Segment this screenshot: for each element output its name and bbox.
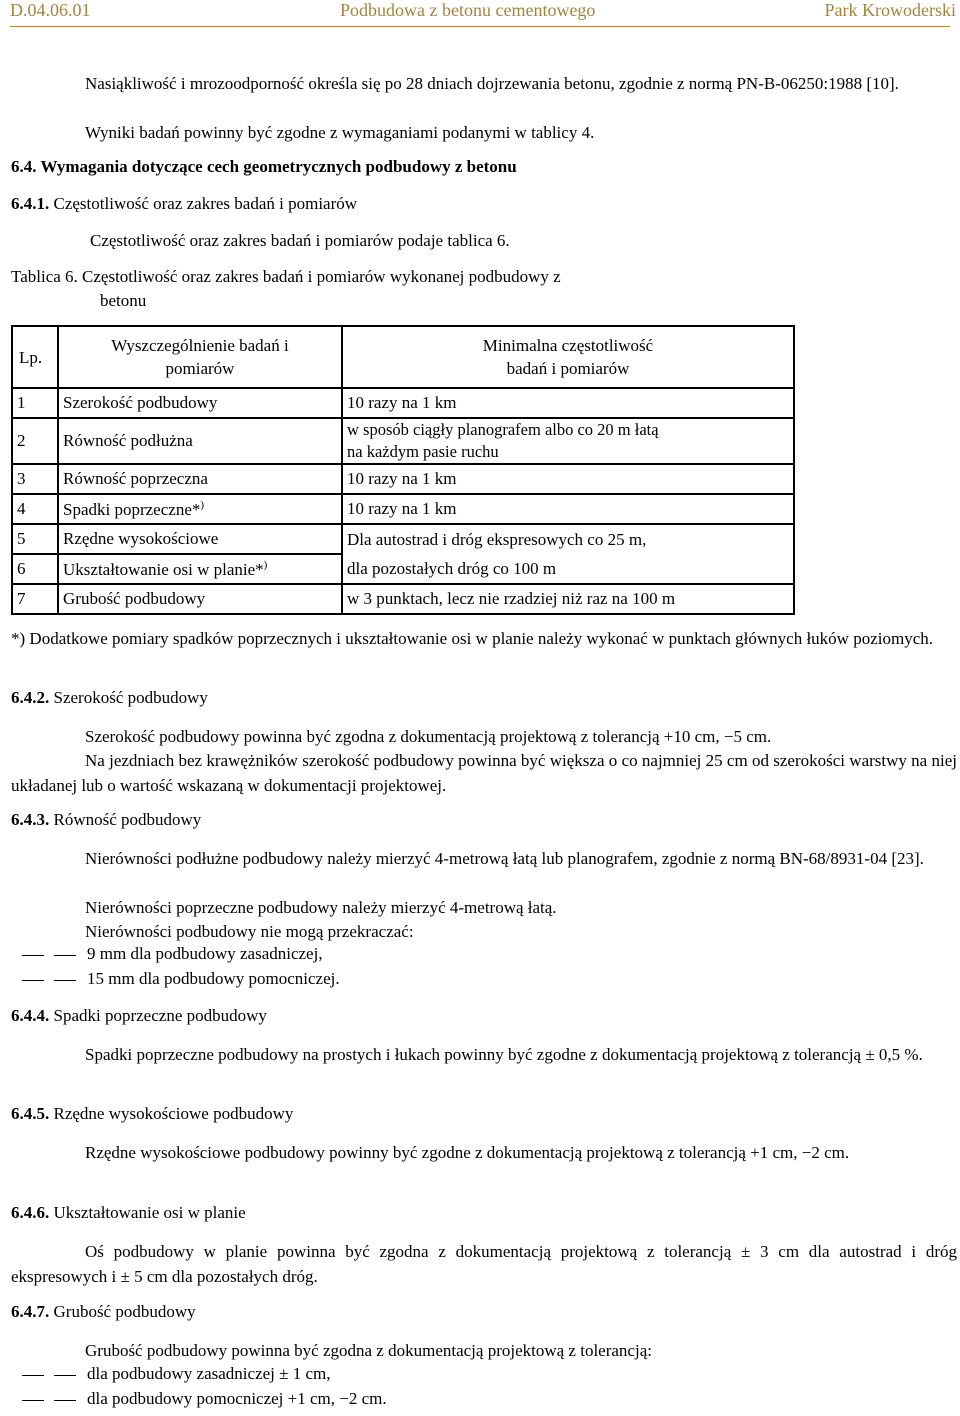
section-title: Ukształtowanie osi w planie	[53, 1203, 246, 1222]
section-number: 6.4.1.	[11, 194, 50, 213]
dash-marker	[22, 980, 44, 981]
section-6-4-6-p1: Oś podbudowy w planie powinna być zgodna z dokumentacją projektową z tolerancją ± 3 cm dla autostrad i dróg ekspresowych i ± 5 cm dla pozostałych dróg.	[11, 1242, 957, 1286]
row-lp: 5	[12, 524, 58, 554]
section-6-4-4-p1: Spadki poprzeczne podbudowy na prostych i łukach powinny być zgodne z dokumentacją projektową z tolerancją ± 0,5 %.	[85, 1045, 923, 1064]
section-6-4-7-heading	[11, 1302, 196, 1322]
table-caption-line2: betonu	[100, 291, 147, 310]
header-rule	[10, 26, 950, 27]
table-row	[12, 524, 794, 554]
header-lp: Lp.	[12, 326, 58, 388]
row-frequency: w sposób ciągły planografem albo co 20 m łatą na każdym pasie ruchu	[342, 418, 794, 464]
row-lp: 2	[12, 418, 58, 464]
row-item: Rzędne wysokościowe	[58, 524, 342, 554]
intro-paragraph-1	[11, 72, 957, 97]
row-lp: 4	[12, 494, 58, 524]
section-title: Szerokość podbudowy	[53, 688, 208, 707]
section-6-4-4-heading	[11, 1006, 267, 1026]
intro-text-1: Nasiąkliwość i mrozoodporność określa się po 28 dniach dojrzewania betonu, zgodnie z normą PN-B-06250:1988 [10].	[85, 74, 899, 93]
section-6-4-1-text: Częstotliwość oraz zakres badań i pomiarów podaje tablica 6.	[90, 231, 510, 250]
section-title: Częstotliwość oraz zakres badań i pomiarów	[53, 194, 358, 213]
intro-paragraph-2	[11, 121, 957, 146]
section-title: Grubość podbudowy	[53, 1302, 196, 1321]
section-title: Równość podbudowy	[53, 810, 202, 829]
section-6-4-2-heading	[11, 688, 208, 708]
list-item: dla podbudowy pomocniczej +1 cm, −2 cm.	[11, 1389, 957, 1413]
section-6-4-6-heading	[11, 1203, 246, 1223]
table-row	[12, 464, 794, 494]
section-6-4-3-p3: Nierówności podbudowy nie mogą przekraczać:	[85, 922, 414, 941]
section-6-4-7-p1: Grubość podbudowy powinna być zgodna z dokumentacją projektową z tolerancją:	[85, 1341, 652, 1360]
list-item: 9 mm dla podbudowy zasadniczej,	[11, 944, 957, 968]
row-item: Grubość podbudowy	[58, 584, 342, 614]
section-title: Rzędne wysokościowe podbudowy	[53, 1104, 294, 1123]
dash-marker	[54, 955, 76, 956]
table-footnote: *) Dodatkowe pomiary spadków poprzecznych i ukształtowanie osi w planie należy wykonać w punktach głównych łuków poziomych.	[11, 629, 934, 648]
section-6-4-5-heading	[11, 1104, 293, 1124]
section-6-4-3-heading	[11, 810, 201, 830]
row-lp: 7	[12, 584, 58, 614]
row-item: Szerokość podbudowy	[58, 388, 342, 418]
table-row	[12, 584, 794, 614]
section-title: Spadki poprzeczne podbudowy	[53, 1006, 267, 1025]
dash-marker	[22, 1400, 44, 1401]
frequency-table	[11, 325, 795, 615]
row-frequency: 10 razy na 1 km	[342, 464, 794, 494]
header-project: Park Krowoderski	[824, 0, 956, 20]
row-item: Równość poprzeczna	[58, 464, 342, 494]
section-number: 6.4.3.	[11, 810, 50, 829]
header-title: Podbudowa z betonu cementowego	[340, 0, 596, 20]
row-lp: 3	[12, 464, 58, 494]
section-6-4-3-p1: Nierówności podłużne podbudowy należy mierzyć 4-metrową łatą lub planografem, zgodnie z normą BN-68/8931-04 [23].	[85, 849, 924, 868]
table-caption-line1: Tablica 6. Częstotliwość oraz zakres badań i pomiarów wykonanej podbudowy z	[11, 267, 561, 286]
section-6-4-3-p2: Nierówności poprzeczne podbudowy należy mierzyć 4-metrową łatą.	[85, 898, 557, 917]
dash-marker	[22, 955, 44, 956]
section-number: 6.4.5.	[11, 1104, 50, 1123]
dash-marker	[54, 1400, 76, 1401]
dash-marker	[22, 1375, 44, 1376]
section-6-4-1-heading	[11, 194, 357, 214]
row-frequency: w 3 punktach, lecz nie rzadziej niż raz na 100 m	[342, 584, 794, 614]
section-number: 6.4.7.	[11, 1302, 50, 1321]
row-item: Równość podłużna	[58, 418, 342, 464]
intro-text-2: Wyniki badań powinny być zgodne z wymaganiami podanymi w tablicy 4.	[85, 123, 595, 142]
row-frequency: 10 razy na 1 km	[342, 494, 794, 524]
table-row	[12, 418, 794, 464]
dash-marker	[54, 980, 76, 981]
table-header-row	[12, 326, 794, 388]
section-6-4-heading	[11, 157, 517, 177]
row-item: Ukształtowanie osi w planie*)	[58, 554, 342, 584]
row-frequency: 10 razy na 1 km	[342, 388, 794, 418]
section-6-4-2-p2: Na jezdniach bez krawężników szerokość podbudowy powinna być większa o co najmniej 25 cm od szerokości warstwy na niej układanej lub o wartość wskazaną w dokumentacji projektowej.	[11, 751, 957, 795]
table-row	[12, 494, 794, 524]
table-row	[12, 388, 794, 418]
row-frequency: dla pozostałych dróg co 100 m	[342, 554, 794, 584]
header-item: Wyszczególnienie badań i pomiarów	[58, 326, 342, 388]
row-item: Spadki poprzeczne*)	[58, 494, 342, 524]
row-frequency: Dla autostrad i dróg ekspresowych co 25 m,	[342, 524, 794, 554]
row-lp: 6	[12, 554, 58, 584]
section-number: 6.4.	[11, 157, 37, 176]
table-row	[12, 554, 794, 584]
section-6-4-2-p1: Szerokość podbudowy powinna być zgodna z dokumentacją projektową z tolerancją +10 cm, −5 cm.	[85, 727, 772, 746]
section-title: Wymagania dotyczące cech geometrycznych podbudowy z betonu	[40, 157, 517, 176]
section-6-4-5-p1: Rzędne wysokościowe podbudowy powinny być zgodne z dokumentacją projektową z tolerancją +1 cm, −2 cm.	[85, 1143, 850, 1162]
header-frequency: Minimalna częstotliwość badań i pomiarów	[342, 326, 794, 388]
dash-marker	[54, 1375, 76, 1376]
row-lp: 1	[12, 388, 58, 418]
header-code: D.04.06.01	[10, 0, 91, 20]
section-number: 6.4.6.	[11, 1203, 50, 1222]
list-item: dla podbudowy zasadniczej ± 1 cm,	[11, 1364, 957, 1388]
list-item: 15 mm dla podbudowy pomocniczej.	[11, 969, 957, 993]
section-number: 6.4.4.	[11, 1006, 50, 1025]
section-number: 6.4.2.	[11, 688, 50, 707]
